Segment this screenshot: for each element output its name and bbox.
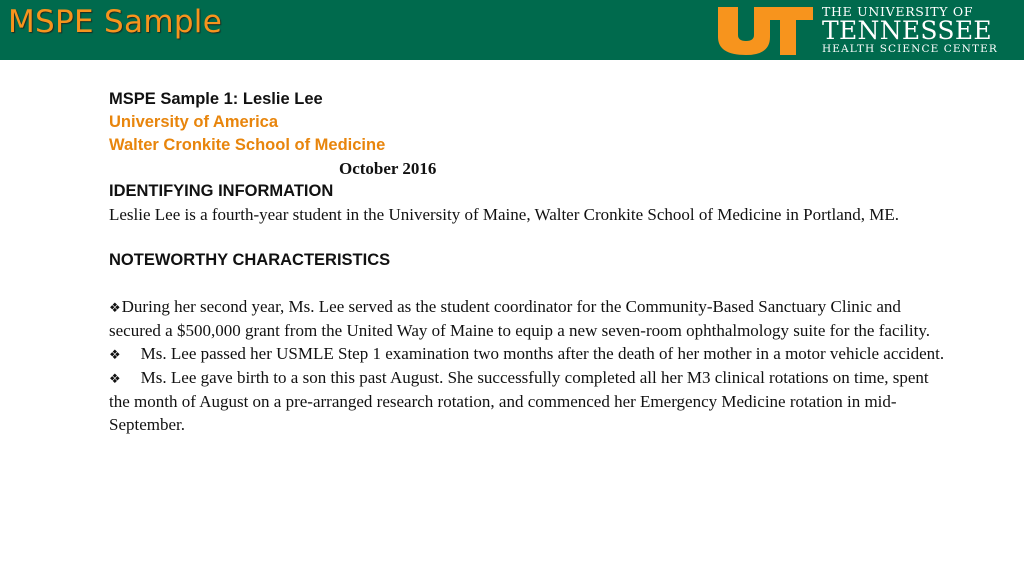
logo-text bbox=[822, 5, 998, 56]
university-logo bbox=[718, 5, 1018, 57]
ut-logo-icon bbox=[718, 7, 813, 55]
list-item bbox=[109, 295, 949, 342]
section-title-noteworthy: NOTEWORTHY CHARACTERISTICS bbox=[109, 251, 391, 269]
document-heading: MSPE Sample 1: Leslie Lee bbox=[109, 90, 323, 108]
spacer bbox=[109, 272, 949, 295]
school-name: Walter Cronkite School of Medicine bbox=[109, 136, 386, 154]
bullet-text: During her second year, Ms. Lee served as the student coordinator for the Community-Based Sanctuary Clinic and secured a $500,000 grant from the United Way of Maine to equip a new seven-room ophthalmology suite for the facility. bbox=[109, 297, 931, 340]
bullet-text: Ms. Lee gave birth to a son this past August. She successfully completed all her M3 clinical rotations on time, spent the month of August on a pre-arranged research rotation, and commenced her Emergency Medicine rotation in mid-September. bbox=[109, 368, 929, 434]
university-name: University of America bbox=[109, 113, 279, 131]
spacer bbox=[109, 226, 949, 249]
logo-line-1: THE UNIVERSITY OF bbox=[822, 4, 974, 19]
list-item bbox=[109, 342, 949, 366]
diamond-bullet-icon: ❖ bbox=[109, 347, 121, 362]
diamond-bullet-icon: ❖ bbox=[109, 371, 121, 386]
logo-line-3: HEALTH SCIENCE CENTER bbox=[822, 43, 998, 55]
document-date: October 2016 bbox=[339, 159, 437, 178]
slide-title: MSPE Sample bbox=[8, 4, 223, 40]
header-bar bbox=[0, 0, 1024, 60]
section-title-identifying: IDENTIFYING INFORMATION bbox=[109, 182, 334, 200]
identifying-paragraph: Leslie Lee is a fourth-year student in the University of Maine, Walter Cronkite School of Medicine in Portland, ME. bbox=[109, 205, 900, 224]
document-body bbox=[109, 88, 949, 436]
logo-line-2: TENNESSEE bbox=[822, 16, 992, 45]
list-item bbox=[109, 366, 949, 436]
bullet-text: Ms. Lee passed her USMLE Step 1 examination two months after the death of her mother in a motor vehicle accident. bbox=[140, 344, 945, 363]
diamond-bullet-icon: ❖ bbox=[109, 300, 121, 315]
